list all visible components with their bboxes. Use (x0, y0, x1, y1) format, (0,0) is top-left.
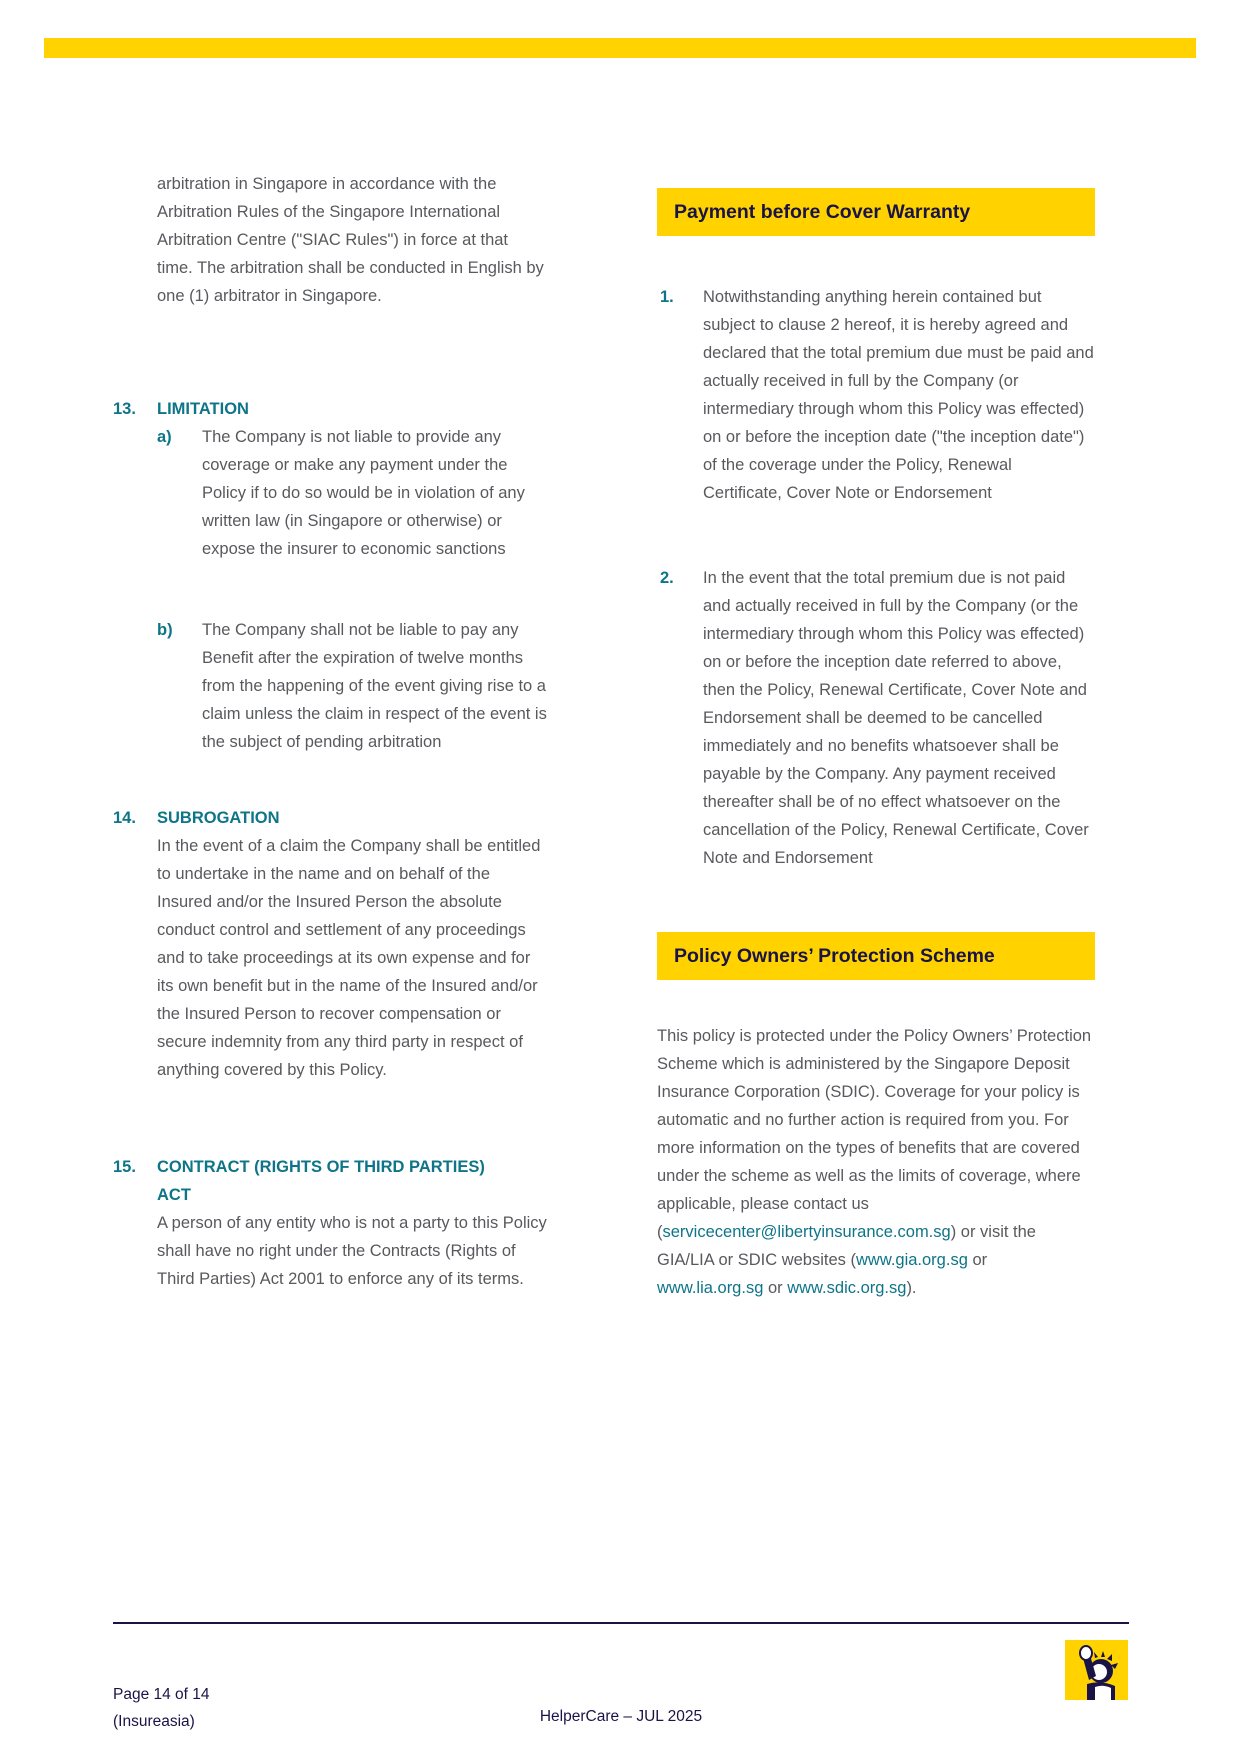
item-number: 2. (660, 569, 674, 587)
section-number: 14. (113, 809, 136, 827)
protection-text: ) or visit the GIA/LIA or SDIC websites ( (657, 1223, 1036, 1269)
section-subrogation (113, 804, 547, 1084)
item-label: a) (157, 428, 172, 446)
lia-website-link[interactable]: www.lia.org.sg (657, 1279, 764, 1297)
policy-owners-protection-scheme-header: Policy Owners’ Protection Scheme (657, 932, 1095, 980)
section-limitation (113, 395, 547, 756)
section-number: 13. (113, 400, 136, 418)
section-title: CONTRACT (RIGHTS OF THIRD PARTIES) ACT (157, 1158, 485, 1204)
limitation-item-b (157, 616, 547, 756)
footer-doc-title: HelperCare – JUL 2025 (539, 1708, 703, 1725)
item-text: In the event that the total premium due is not paid and actually received in full by the Company (or the intermediary through whom this Policy was effected) on or before the inception date referred to above, then the Policy, Renewal Certificate, Cover Note and Endorsement shall be deemed to be cancelled immediately and no benefits whatsoever shall be payable by the Company. Any payment received thereafter shall be of no effect whatsoever on the cancellation of the Policy, Renewal Certificate, Cover Note and Endorsement (703, 569, 1089, 867)
item-label: b) (157, 621, 173, 639)
left-column (113, 170, 547, 1293)
limitation-item-a (157, 423, 547, 563)
protection-text: ). (906, 1279, 917, 1297)
protection-text: or (763, 1279, 788, 1297)
protection-scheme-paragraph (657, 1022, 1095, 1302)
liberty-statue-icon (1065, 1640, 1128, 1700)
gia-website-link[interactable]: www.gia.org.sg (855, 1251, 968, 1269)
warranty-item-2 (657, 564, 1095, 872)
section-heading (113, 395, 547, 423)
section-body: In the event of a claim the Company shall be entitled to undertake in the name and on behalf of the Insured and/or the Insured Person the absolute conduct control and settlement of any proceedings and to take proceedings at its own expense and for its own benefit but in the name of the Insured and/or the Insured Person to recover compensation or secure indemnity from any third party in respect of anything covered by this Policy. (157, 837, 541, 1079)
sdic-website-link[interactable]: www.sdic.org.sg (787, 1279, 907, 1297)
footer-divider (113, 1622, 1129, 1624)
service-center-email-link[interactable]: servicecenter@libertyinsurance.com.sg (662, 1223, 951, 1241)
payment-before-cover-warranty-header: Payment before Cover Warranty (657, 188, 1095, 236)
section-title: SUBROGATION (157, 809, 280, 827)
section-title: LIMITATION (157, 400, 249, 418)
top-accent-bar (44, 38, 1196, 58)
warranty-item-1 (657, 283, 1095, 507)
right-column (657, 188, 1095, 1302)
insurer-name: (Insureasia) (113, 1713, 195, 1730)
section-number: 15. (113, 1158, 136, 1176)
item-text: The Company is not liable to provide any coverage or make any payment under the Policy if to do so would be in violation of any written law (in Singapore or otherwise) or expose the insurer to economic sanctions (202, 428, 525, 558)
item-text: The Company shall not be liable to pay any Benefit after the expiration of twelve months from the happening of the event giving rise to a claim unless the claim in respect of the event is the subject of pending arbitration (202, 621, 547, 751)
section-heading (113, 1153, 547, 1209)
item-text: Notwithstanding anything herein contained but subject to clause 2 hereof, it is hereby agreed and declared that the total premium due must be paid and actually received in full by the Company (or intermediary through whom this Policy was effected) on or before the inception date ("the inception date") of the coverage under the Policy, Renewal Certificate, Cover Note or Endorsement (703, 288, 1094, 502)
item-number: 1. (660, 288, 674, 306)
page-number: Page 14 of 14 (113, 1686, 210, 1703)
protection-text: This policy is protected under the Policy Owners’ Protection Scheme which is administered by the Singapore Deposit Insurance Corporation (SDIC). Coverage for your policy is automatic and no further action is required from you. For more information on the types of benefits that are covered under the scheme as well as the limits of coverage, where applicable, please contact us ( (657, 1027, 1092, 1241)
protection-text: or (967, 1251, 988, 1269)
arbitration-paragraph: arbitration in Singapore in accordance with the Arbitration Rules of the Singapore International Arbitration Centre ("SIAC Rules") in force at that time. The arbitration shall be conducted in English by one (1) arbitrator in Singapore. (157, 175, 544, 305)
section-heading (113, 804, 547, 832)
section-contract-third-parties (113, 1153, 547, 1293)
section-body: A person of any entity who is not a party to this Policy shall have no right under the Contracts (Rights of Third Parties) Act 2001 to enforce any of its terms. (157, 1214, 547, 1288)
